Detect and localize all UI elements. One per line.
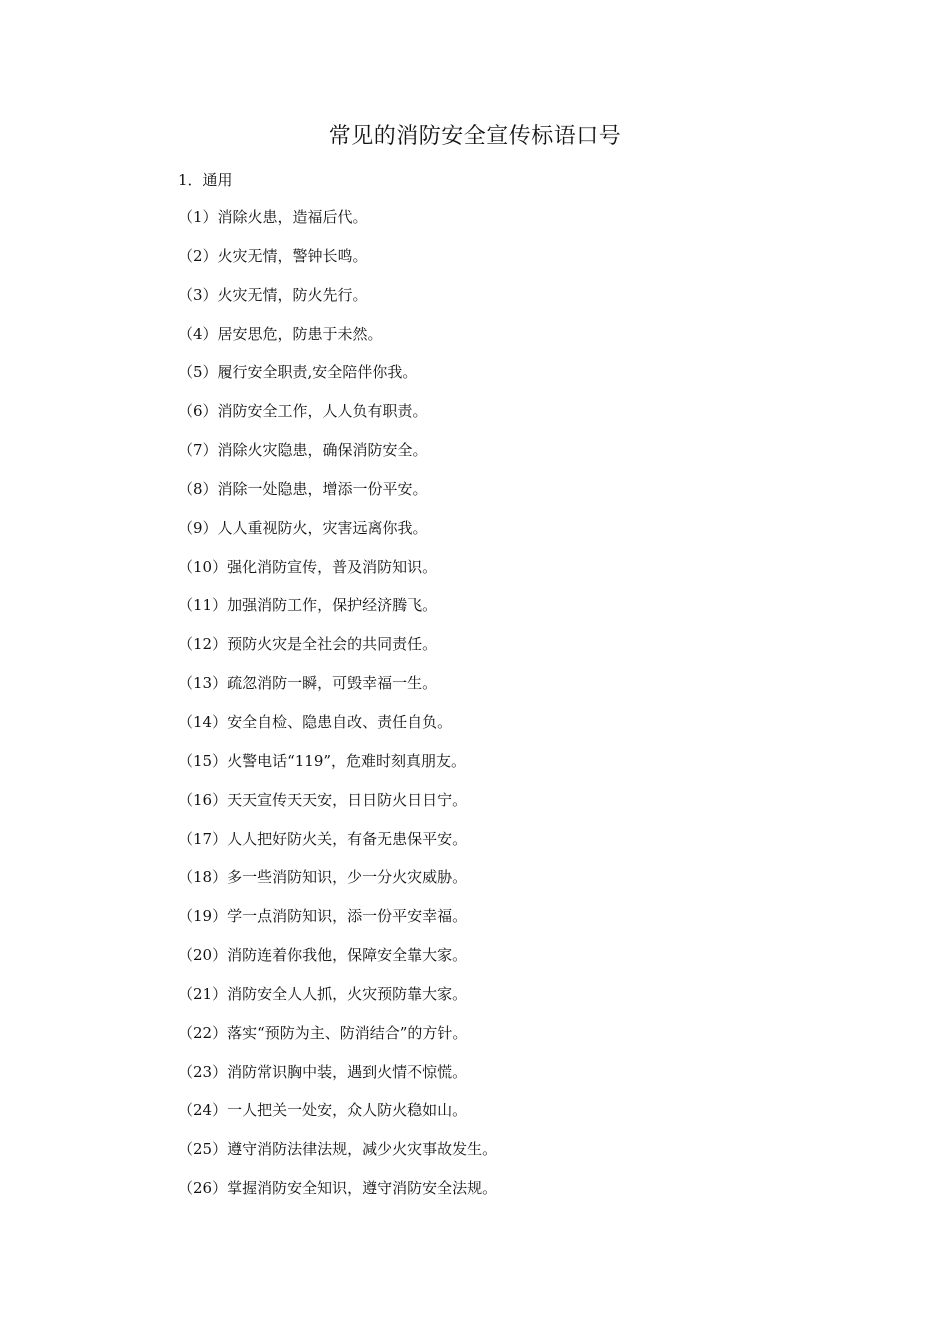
slogan-item: （26）掌握消防安全知识，遵守消防安全法规。 (178, 1179, 498, 1198)
slogan-item: （14）安全自检、隐患自改、责任自负。 (178, 712, 453, 731)
slogan-item: （16）天天宣传天天安，日日防火日日宁。 (178, 790, 468, 809)
document-title: 常见的消防安全宣传标语口号 (328, 124, 622, 149)
slogan-item: （7）消除火灾隐患，确保消防安全。 (178, 441, 428, 460)
slogan-item: （15）火警电话“119”，危难时刻真朋友。 (178, 751, 467, 770)
slogan-item: （19）学一点消防知识，添一份平安幸福。 (178, 907, 468, 926)
slogan-item: （9）人人重视防火，灾害远离你我。 (178, 518, 428, 537)
slogan-item: （23）消防常识胸中装，遇到火情不惊慌。 (178, 1062, 468, 1081)
slogan-item: （6）消防安全工作，人人负有职责。 (178, 402, 428, 421)
slogan-item: （2）火灾无情，警钟长鸣。 (178, 246, 368, 265)
slogan-list (178, 203, 497, 1213)
slogan-item: （17）人人把好防火关，有备无患保平安。 (178, 829, 468, 848)
slogan-item: （18）多一些消防知识，少一分火灾威胁。 (178, 868, 468, 887)
slogan-item: （22）落实“预防为主、防消结合”的方针。 (178, 1023, 468, 1042)
slogan-item: （24）一人把关一处安，众人防火稳如山。 (178, 1101, 468, 1120)
slogan-item: （4）居安思危，防患于未然。 (178, 324, 383, 343)
slogan-item: （21）消防安全人人抓，火灾预防靠大家。 (178, 984, 468, 1003)
slogan-item: （25）遵守消防法律法规，减少火灾事故发生。 (178, 1140, 498, 1159)
slogan-item: （1）消除火患，造福后代。 (178, 208, 368, 226)
slogan-item: （13）疏忽消防一瞬，可毁幸福一生。 (178, 674, 438, 693)
slogan-item: （11）加强消防工作，保护经济腾飞。 (178, 596, 438, 615)
section-heading: 1．通用 (178, 171, 233, 189)
slogan-item: （10）强化消防宣传，普及消防知识。 (178, 557, 438, 576)
slogan-item: （5）履行安全职责,安全陪伴你我。 (178, 363, 418, 382)
slogan-item: （20）消防连着你我他，保障安全靠大家。 (178, 946, 468, 965)
slogan-item: （8）消除一处隐患，增添一份平安。 (178, 479, 428, 498)
slogan-item: （3）火灾无情，防火先行。 (178, 285, 368, 304)
slogan-item: （12）预防火灾是全社会的共同责任。 (178, 635, 438, 654)
